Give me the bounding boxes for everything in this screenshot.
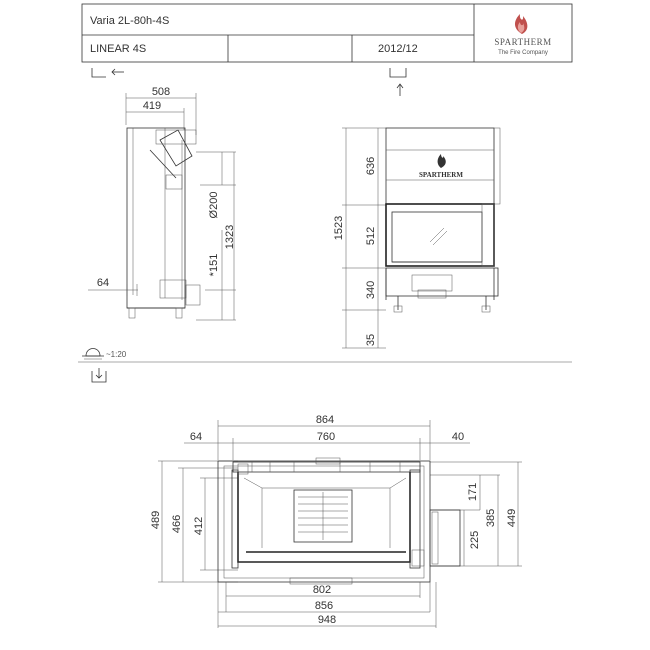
brand-tagline: The Fire Company [498, 50, 548, 56]
view-left-arrow-icon [92, 68, 124, 77]
plan-dim-left-offset: 64 [189, 431, 203, 443]
plan-dim-right-offset: 40 [451, 431, 465, 443]
plan-dim-width-inner: 760 [316, 431, 336, 443]
front-flame-logo-icon [438, 154, 446, 168]
front-view [333, 128, 500, 348]
front-dim-hood-height: 636 [365, 156, 377, 176]
brand-logo-text: SPARTHERM [494, 37, 552, 47]
view-down-arrow-icon [92, 368, 106, 382]
plan-dim-depth-right: 449 [506, 508, 518, 528]
series-name: LINEAR 4S [90, 43, 147, 55]
plan-dim-glass-side: 225 [469, 530, 481, 550]
spartherm-flame-icon [515, 14, 527, 34]
side-dim-flue-diameter: Ø200 [208, 191, 220, 219]
scale-icon [82, 349, 104, 360]
plan-dim-width-outer: 864 [315, 414, 335, 426]
scale-label: ~1:20 [106, 350, 127, 359]
side-dim-depth-total: 508 [151, 86, 171, 98]
plan-dim-side-depth: 385 [485, 508, 497, 528]
side-dim-flue-height: 1323 [224, 224, 236, 250]
front-dim-base-height: 340 [365, 280, 377, 300]
plan-dim-total-width: 948 [317, 614, 337, 626]
front-dim-feet-height: 35 [365, 333, 377, 347]
side-view [88, 86, 236, 320]
plan-dim-depth-body: 466 [171, 514, 183, 534]
plan-view [150, 414, 522, 628]
plan-dim-depth-total: 489 [150, 510, 162, 530]
front-dim-glass-height: 512 [365, 226, 377, 246]
side-dim-air-inlet: *151 [208, 253, 220, 277]
side-dim-depth-inner: 419 [142, 100, 162, 112]
plan-dim-body-width: 856 [314, 600, 334, 612]
front-logo-text: SPARTHERM [419, 171, 463, 179]
front-dim-total-height: 1523 [333, 215, 345, 241]
plan-dim-rear-offset: 171 [467, 482, 479, 502]
drawing-date: 2012/12 [378, 43, 418, 55]
title-block [82, 4, 572, 62]
model-name: Varia 2L-80h-4S [90, 15, 170, 27]
side-dim-front-offset: 64 [96, 277, 110, 289]
plan-dim-glass-width: 802 [312, 584, 332, 596]
view-up-arrow-icon [390, 68, 406, 96]
plan-dim-depth-inner: 412 [193, 516, 205, 536]
